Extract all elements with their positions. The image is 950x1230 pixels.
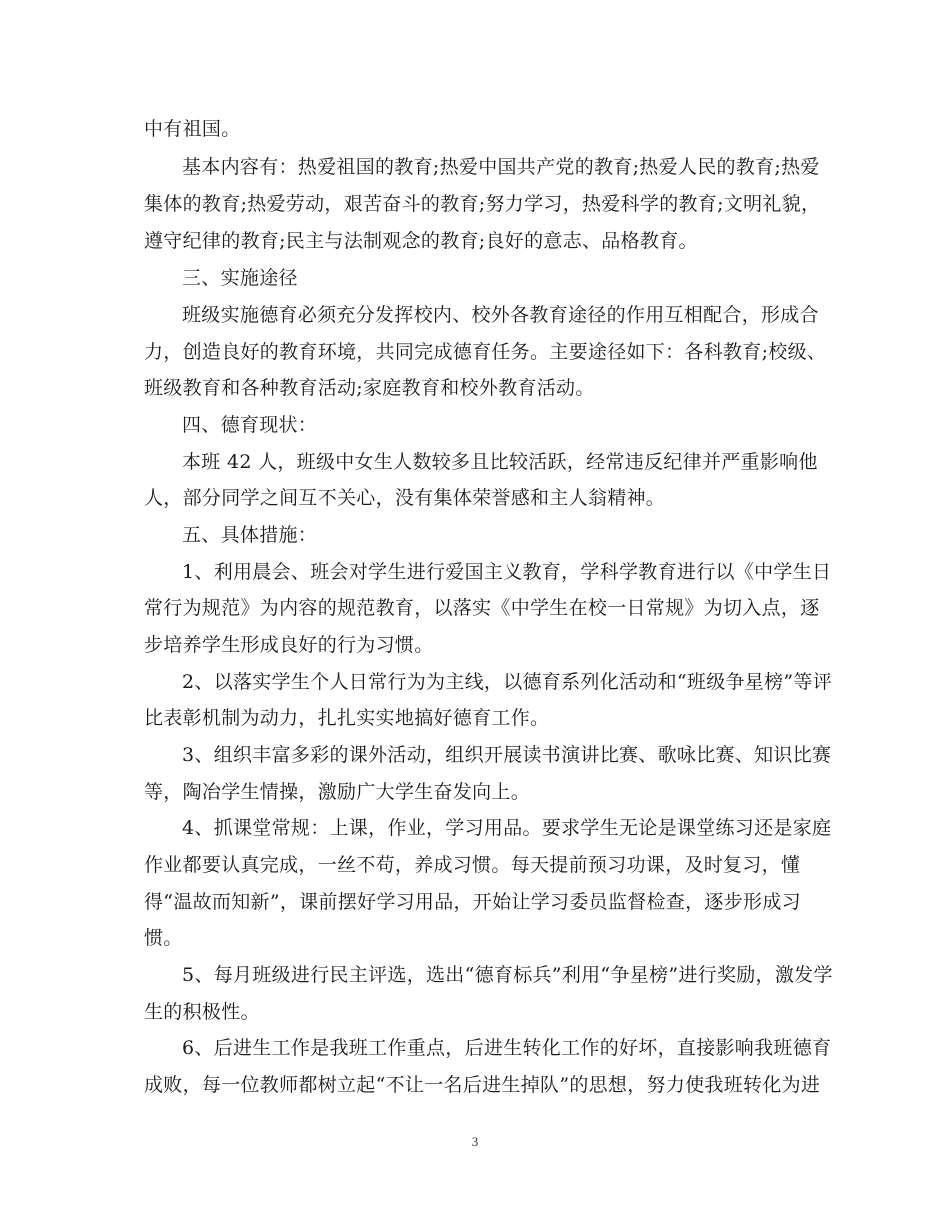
text-line: 5、每月班级进行民主评选，选出“德育标兵”利用“争星榜”进行奖励，激发学	[182, 964, 833, 986]
text-line: 中有祖国。	[144, 118, 241, 140]
text-line: 常行为规范》为内容的规范教育，以落实《中学生在校一日常规》为切入点，逐	[144, 597, 820, 619]
text-line: 步培养学生形成良好的行为习惯。	[144, 634, 434, 656]
text-line: 基本内容有：热爱祖国的教育;热爱中国共产党的教育;热爱人民的教育;热爱	[182, 156, 820, 178]
text-line: 人，部分同学之间互不关心，没有集体荣誉感和主人翁精神。	[144, 487, 666, 509]
text-line: 比表彰机制为动力，扎扎实实地搞好德育工作。	[144, 707, 550, 729]
text-line: 班级教育和各种教育活动;家庭教育和校外教育活动。	[144, 377, 595, 399]
text-line: 6、后进生工作是我班工作重点，后进生转化工作的好坏，直接影响我班德育	[182, 1037, 832, 1059]
page-number: 3	[471, 1134, 479, 1149]
text-line: 班级实施德育必须充分发挥校内、校外各教育途径的作用互相配合，形成合	[182, 304, 819, 326]
text-line: 1、利用晨会、班会对学生进行爱国主义教育，学科学教育进行以《中学生日	[182, 561, 832, 583]
text-line: 成败，每一位教师都树立起“不让一名后进生掉队”的思想，努力使我班转化为进	[144, 1074, 821, 1096]
text-line: 本班 42 人，班级中女生人数较多且比较活跃，经常违反纪律并严重影响他	[182, 451, 818, 473]
text-line: 集体的教育;热爱劳动，艰苦奋斗的教育;努力学习，热爱科学的教育;文明礼貌，	[144, 193, 821, 215]
text-line: 惯。	[144, 927, 183, 949]
section-heading: 三、实施途径	[182, 267, 298, 289]
text-line: 2、以落实学生个人日常行为为主线，以德育系列化活动和“班级争星榜”等评	[182, 671, 833, 693]
section-heading: 五、具体措施：	[182, 524, 318, 546]
text-line: 作业都要认真完成，一丝不苟，养成习惯。每天提前预习功课，及时复习，懂	[144, 854, 801, 876]
text-line: 力，创造良好的教育环境，共同完成德育任务。主要途径如下：各科教育;校级、	[144, 341, 827, 363]
text-line: 3、组织丰富多彩的课外活动，组织开展读书演讲比赛、歌咏比赛、知识比赛	[182, 744, 832, 766]
text-line: 遵守纪律的教育;民主与法制观念的教育;良好的意志、品格教育。	[144, 230, 698, 252]
text-line: 生的积极性。	[144, 1001, 260, 1023]
text-line: 等，陶冶学生情操，激励广大学生奋发向上。	[144, 781, 531, 803]
section-heading: 四、德育现状：	[182, 414, 318, 436]
text-line: 4、抓课堂常规：上课，作业，学习用品。要求学生无论是课堂练习还是家庭	[182, 817, 832, 839]
text-line: 得“温故而知新”，课前摆好学习用品，开始让学习委员监督检查，逐步形成习	[144, 891, 801, 913]
